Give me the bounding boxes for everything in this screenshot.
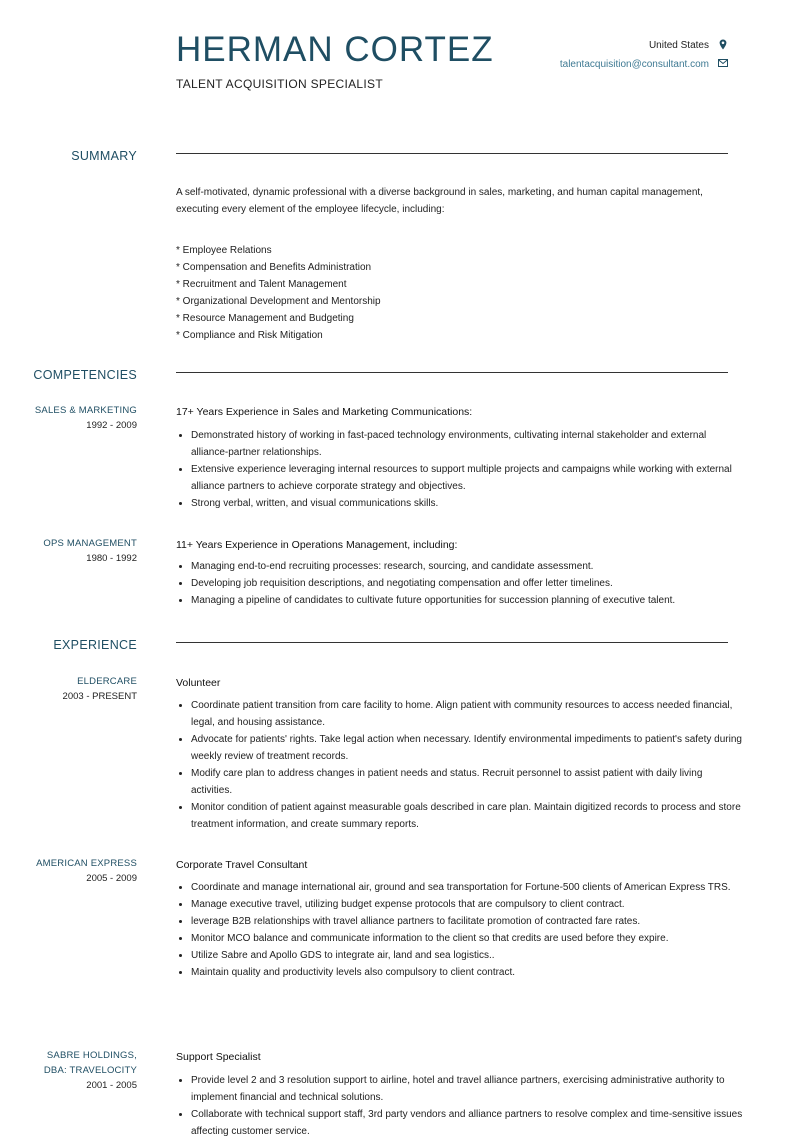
summary-list <box>176 242 381 344</box>
entry-org: SABRE HOLDINGS, <box>46 1050 137 1061</box>
list-item: • Managing end-to-end recruiting processes: research, sourcing, and candidate assessment. <box>191 558 743 575</box>
entry-meta <box>0 674 137 704</box>
list-item: • Utilize Sabre and Apollo GDS to integrate air, land and sea logistics.. <box>191 947 743 964</box>
experience-divider <box>176 642 728 643</box>
candidate-name: HERMAN CORTEZ <box>176 30 494 69</box>
list-item: • Advocate for patients' rights. Take legal action when necessary. Identify environmental impediments to patient's safety during weekly review of treatment records. <box>191 731 743 765</box>
list-item: • Monitor MCO balance and communicate information to the client so that credits are used before they expire. <box>191 930 743 947</box>
location-text: United States <box>648 40 709 51</box>
entry-org: AMERICAN EXPRESS <box>36 858 137 869</box>
entry-bullets <box>176 697 743 833</box>
list-item: • Maintain quality and productivity levels also compulsory to client contract. <box>191 964 743 981</box>
list-item: • Collaborate with technical support staff, 3rd party vendors and alliance partners to resolve complex and time-sensitive issues affecting customer service. <box>191 1106 743 1140</box>
list-item: • Demonstrated history of working in fast-paced technology environments, cultivating internal stakeholder and external alliance-partner relationships. <box>191 427 743 461</box>
entry-dates: 1980 - 1992 <box>86 553 137 564</box>
entry-org: DBA: TRAVELOCITY <box>43 1065 137 1076</box>
summary-heading: SUMMARY <box>71 149 137 163</box>
entry-dates: 1992 - 2009 <box>86 420 137 431</box>
list-item: * Recruitment and Talent Management <box>176 279 347 290</box>
list-item: • Strong verbal, written, and visual communications skills. <box>191 495 743 512</box>
list-item: • Modify care plan to address changes in patient needs and status. Recruit personnel to assist patient with daily living activities. <box>191 765 743 799</box>
entry-dates: 2003 - PRESENT <box>62 691 137 702</box>
list-item: • leverage B2B relationships with travel alliance partners to facilitate promotion of contracted fare rates. <box>191 913 743 930</box>
list-item: • Managing a pipeline of candidates to cultivate future opportunities for succession planning of executive talent. <box>191 592 743 609</box>
list-item: * Compensation and Benefits Administration <box>176 262 372 273</box>
contact-info <box>560 36 728 74</box>
entry-bullets <box>176 879 743 981</box>
entry-title: Corporate Travel Consultant <box>176 859 308 871</box>
entry-meta <box>0 536 137 566</box>
list-item: * Organizational Development and Mentorship <box>176 296 381 307</box>
entry-title: Volunteer <box>176 677 221 689</box>
entry-meta <box>0 1048 137 1093</box>
list-item: • Coordinate and manage international air, ground and sea transportation for Fortune-500 clients of American Express TRS. <box>191 879 743 896</box>
summary-text: A self-motivated, dynamic professional with a diverse background in sales, marketing, and human capital management, executing every element of the employee lifecycle, including: <box>176 187 703 215</box>
location-row <box>560 36 728 55</box>
candidate-title: TALENT ACQUISITION SPECIALIST <box>176 77 383 91</box>
email-row[interactable] <box>560 55 728 74</box>
entry-org: SALES & MARKETING <box>34 405 137 416</box>
list-item: • Coordinate patient transition from care facility to home. Align patient with community resources to access needed financial, legal, and housing assistance. <box>191 697 743 731</box>
competencies-divider <box>176 372 728 373</box>
list-item: * Compliance and Risk Mitigation <box>176 330 323 341</box>
list-item: • Extensive experience leveraging internal resources to support multiple projects and campaigns while working with external alliance partners to achieve corporate strategy and objectives. <box>191 461 743 495</box>
map-pin-icon <box>718 39 728 53</box>
entry-meta <box>0 856 137 886</box>
entry-meta <box>0 403 137 433</box>
entry-title: 17+ Years Experience in Sales and Marketing Communications: <box>176 406 473 418</box>
email-link[interactable]: talentacquisition@consultant.com <box>559 59 709 70</box>
entry-title: Support Specialist <box>176 1051 261 1063</box>
entry-dates: 2001 - 2005 <box>86 1080 137 1091</box>
entry-dates: 2005 - 2009 <box>86 873 137 884</box>
competencies-heading: COMPETENCIES <box>33 368 137 382</box>
list-item: • Manage executive travel, utilizing budget expense protocols that are compulsory to client contract. <box>191 896 743 913</box>
experience-heading: EXPERIENCE <box>53 638 137 652</box>
entry-bullets <box>176 1072 743 1140</box>
entry-org: OPS MANAGEMENT <box>43 538 137 549</box>
envelope-icon <box>718 59 728 70</box>
entry-bullets <box>176 427 743 512</box>
summary-divider <box>176 153 728 154</box>
list-item: • Developing job requisition descriptions, and negotiating compensation and offer letter timelines. <box>191 575 743 592</box>
entry-org: ELDERCARE <box>77 676 137 687</box>
list-item: * Employee Relations <box>176 245 272 256</box>
entry-title: 11+ Years Experience in Operations Management, including: <box>176 539 458 551</box>
entry-bullets <box>176 558 743 609</box>
list-item: • Provide level 2 and 3 resolution support to airline, hotel and travel alliance partners, exercising administrative authority to implement financial and technical solutions. <box>191 1072 743 1106</box>
list-item: * Resource Management and Budgeting <box>176 313 354 324</box>
list-item: • Monitor condition of patient against measurable goals described in care plan. Maintain digitized records to process and store treatment information, and create summary reports. <box>191 799 743 833</box>
